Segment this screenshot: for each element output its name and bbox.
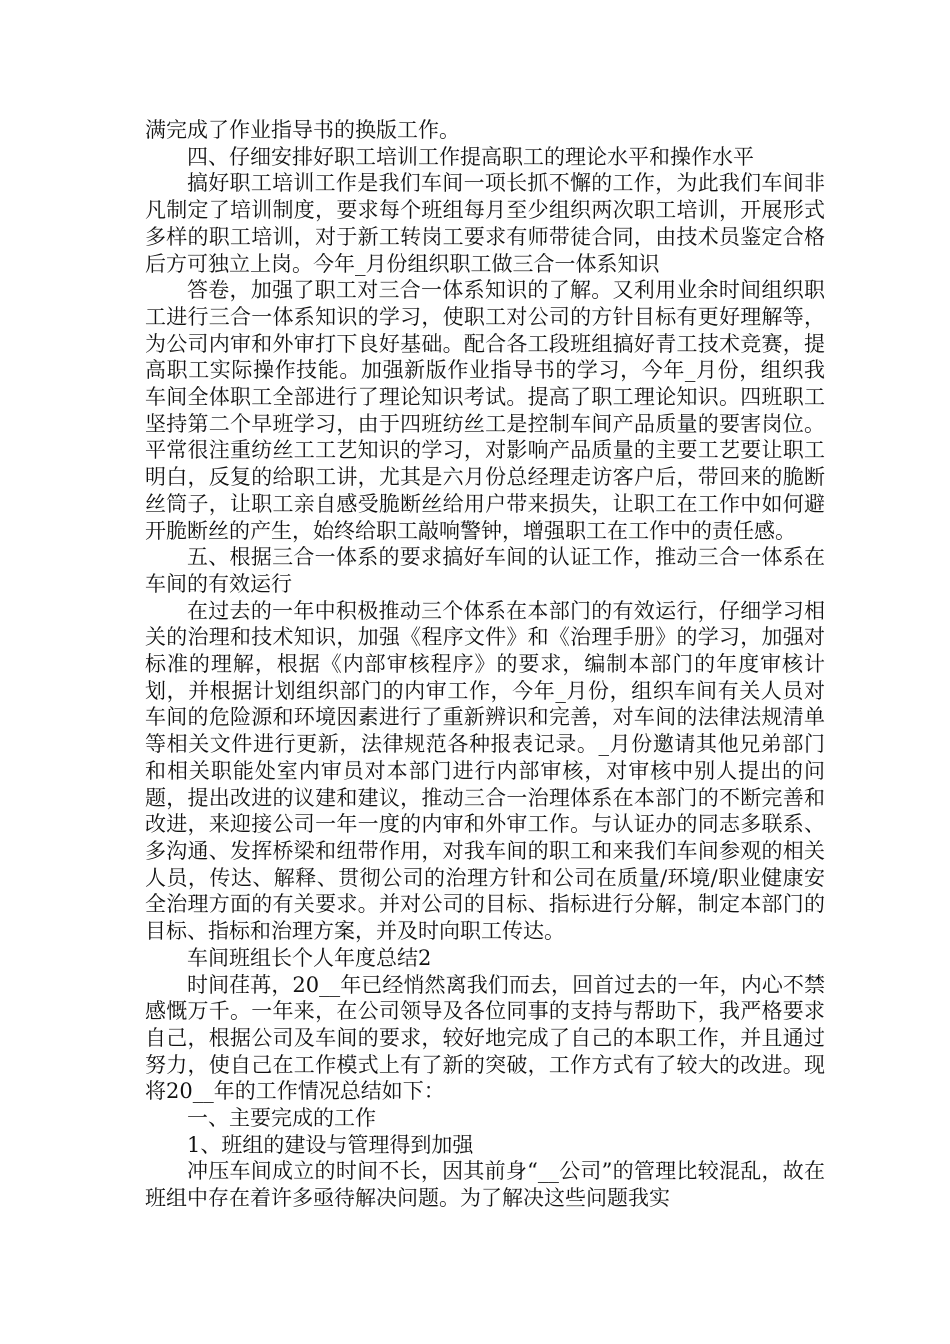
paragraph-continuation: 满完成了作业指导书的换版工作。 <box>145 118 460 142</box>
document-body <box>145 117 825 1212</box>
paragraph-exam: 答卷，加强了职工对三合一体系知识的了解。又利用业余时间组织职工进行三合一体系知识的学习，使职工对公司的方针目标有更好理解等，为公司内审和外审打下良好基础。配合各工段班组搞好青工技术竞赛，提高职工实际操作技能。加强新版作业指导书的学习，今年_月份，组织我车间全体职工全部进行了理论知识考试。提高了职工理论知识。四班职工坚持第二个早班学习，由于四班纺丝工是控制车间产品质量的要害岗位。平常很注重纺丝工工艺知识的学习，对影响产品质量的主要工艺要让职工明白，反复的给职工讲，尤其是六月份总经理走访客户后，带回来的脆断丝筒子，让职工亲自感受脆断丝给用户带来损失，让职工在工作中如何避开脆断丝的产生，始终给职工敲响警钟，增强职工在工作中的责任感。 <box>145 278 825 543</box>
section-heading-5: 五、根据三合一体系的要求搞好车间的认证工作，推动三合一体系在车间的有效运行 <box>145 545 825 596</box>
section-heading-main-work: 一、主要完成的工作 <box>187 1106 376 1131</box>
paragraph-intro: 时间荏苒，20__年已经悄然离我们而去，回首过去的一年，内心不禁感慨万千。一年来，在公司领导及各位同事的支持与帮助下，我严格要求自己，根据公司及车间的要求，较好地完成了自己的本职工作，并且通过努力，使自己在工作模式上有了新的突破，工作方式有了较大的改进。现将20__年的工作情况总结如下： <box>145 972 825 1104</box>
paragraph-stamping: 冲压车间成立的时间不长，因其前身“__公司”的管理比较混乱，故在班组中存在着许多亟待解决问题。为了解决这些问题我实 <box>145 1159 825 1211</box>
paragraph-training: 搞好职工培训工作是我们车间一项长抓不懈的工作，为此我们车间非凡制定了培训制度，要求每个班组每月至少组织两次职工培训，开展形式多样的职工培训，对于新工转岗工要求有师带徒合同，由技术员鉴定合格后方可独立上岗。今年_月份组织职工做三合一体系知识 <box>145 171 825 276</box>
paragraph-certification: 在过去的一年中积极推动三个体系在本部门的有效运行，仔细学习相关的治理和技术知识，加强《程序文件》和《治理手册》的学习，加强对标准的理解，根据《内部审核程序》的要求，编制本部门的年度审核计划，并根据计划组织部门的内审工作，今年_月份，组织车间有关人员对车间的危险源和环境因素进行了重新辨识和完善，对车间的法律法规清单等相关文件进行更新，法律规范各种报表记录。_月份邀请其他兄弟部门和相关职能处室内审员对本部门进行内部审核，对审核中别人提出的问题，提出改进的议建和建议，推动三合一治理体系在本部门的不断完善和改进，来迎接公司一年一度的内审和外审工作。与认证办的同志多联系、多沟通、发挥桥梁和纽带作用，对我车间的职工和来我们车间参观的相关人员，传达、解释、贯彻公司的治理方针和公司在质量/环境/职业健康安全治理方面的有关要求。并对公司的目标、指标进行分解，制定本部门的目标、指标和治理方案，并及时向职工传达。 <box>145 598 825 944</box>
summary-title-2: 车间班组长个人年度总结2 <box>187 945 432 970</box>
section-heading-4: 四、仔细安排好职工培训工作提高职工的理论水平和操作水平 <box>187 144 754 169</box>
subsection-heading-team: 1、班组的建设与管理得到加强 <box>187 1132 474 1157</box>
